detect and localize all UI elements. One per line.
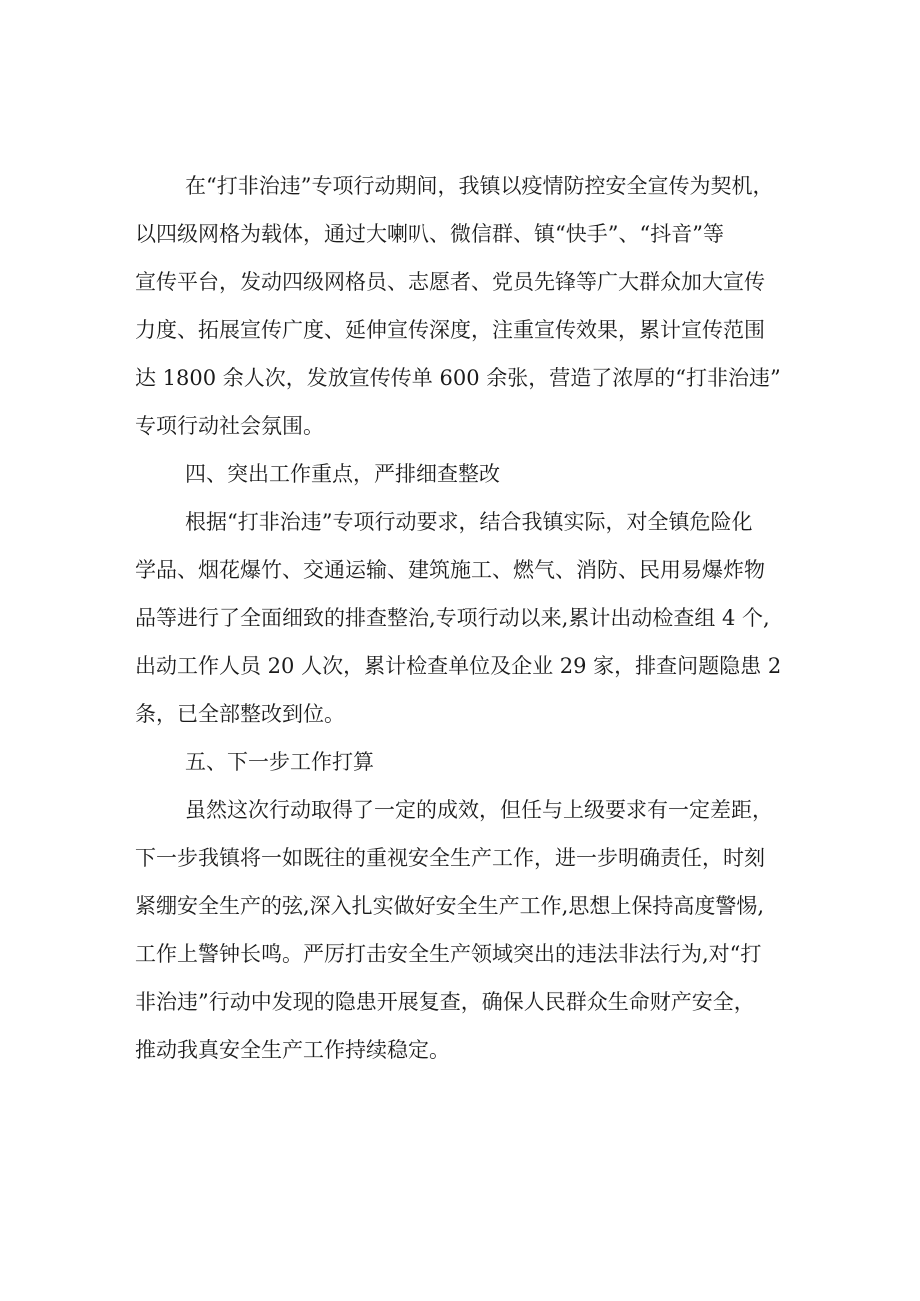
paragraph-2-line-5: 条，已全部整改到位。 (135, 702, 345, 726)
section-heading-5: 五、下一步工作打算 (185, 750, 374, 774)
paragraph-1-line-4: 力度、拓展宣传广度、延伸宣传深度，注重宣传效果，累计宣传范围 (135, 318, 765, 342)
paragraph-1-line-1: 在“打非治违”专项行动期间，我镇以疫情防控安全宣传为契机， (185, 174, 774, 198)
paragraph-2-line-2: 学品、烟花爆竹、交通运输、建筑施工、燃气、消防、民用易爆炸物 (135, 558, 765, 582)
paragraph-1-line-2: 以四级网格为载体，通过大喇叭、微信群、镇“快手”、“抖音”等 (135, 222, 724, 246)
paragraph-2-line-1: 根据“打非治违”专项行动要求，结合我镇实际，对全镇危险化 (185, 510, 753, 534)
paragraph-3-line-6: 推动我真安全生产工作持续稳定。 (135, 1038, 450, 1062)
paragraph-3-line-2: 下一步我镇将一如既往的重视安全生产工作，进一步明确责任，时刻 (135, 846, 765, 870)
paragraph-3-line-3: 紧绷安全生产的弦,深入扎实做好安全生产工作,思想上保持高度警惕, (135, 894, 765, 918)
paragraph-2-line-3: 品等进行了全面细致的排查整治,专项行动以来,累计出动检查组 4 个, (135, 606, 770, 630)
paragraph-2-line-4: 出动工作人员 20 人次，累计检查单位及企业 29 家，排查问题隐患 2 (135, 654, 782, 678)
paragraph-1-line-5: 达 1800 余人次，发放宣传传单 600 余张，营造了浓厚的“打非治违” (135, 366, 781, 390)
paragraph-3-line-1: 虽然这次行动取得了一定的成效，但任与上级要求有一定差距， (185, 798, 773, 822)
paragraph-1-line-6: 专项行动社会氛围。 (135, 414, 324, 438)
section-heading-4: 四、突出工作重点，严排细查整改 (185, 462, 500, 486)
paragraph-1-line-3: 宣传平台，发动四级网格员、志愿者、党员先锋等广大群众加大宣传 (135, 270, 765, 294)
paragraph-3-line-5: 非治违”行动中发现的隐患开展复查，确保人民群众生命财产安全， (135, 990, 755, 1014)
paragraph-3-line-4: 工作上警钟长鸣。严厉打击安全生产领域突出的违法非法行为,对“打 (135, 942, 762, 966)
